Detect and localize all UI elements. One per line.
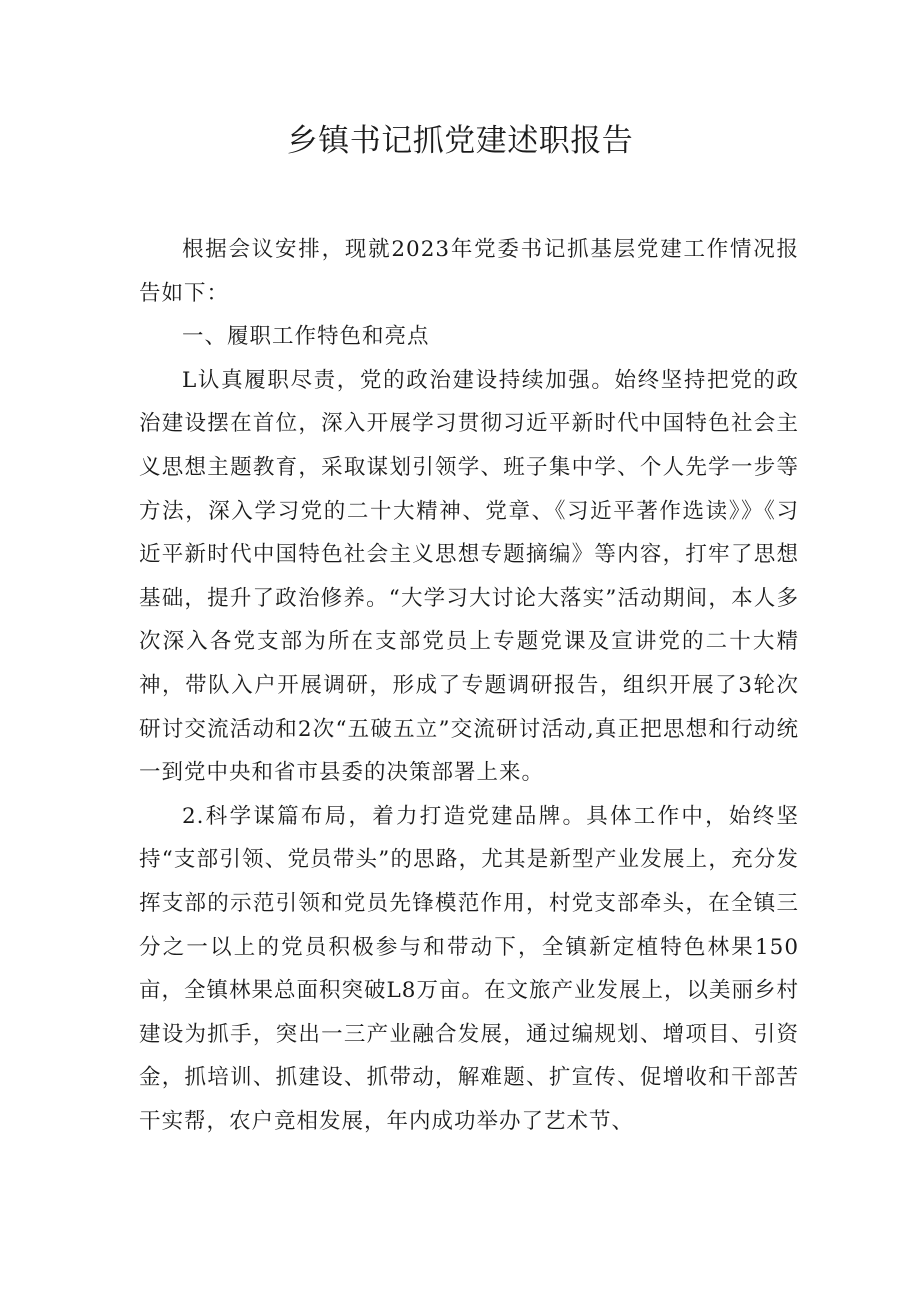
section-heading: 一、履职工作特色和亮点 xyxy=(182,324,430,350)
document-body xyxy=(139,228,799,1143)
document-title: 乡镇书记抓党建述职报告 xyxy=(286,123,634,159)
paragraph-item-2: 2.科学谋篇布局，着力打造党建品牌。具体工作中，始终坚持“支部引领、党员带头”的思路，尤其是新型产业发展上，充分发挥支部的示范引领和党员先锋模范作用，村党支部牵头，在全镇三分之一以上的党员积极参与和带动下，全镇新定植特色林果150亩，全镇林果总面积突破L8万亩。在文旅产业发展上，以美丽乡村建设为抓手，突出一三产业融合发展，通过编规划、增项目、引资金，抓培训、抓建设、抓带动，解难题、扩宣传、促增收和干部苦干实帮，农户竞相发展，年内成功举办了艺术节、 xyxy=(139,803,799,1134)
paragraph-intro: 根据会议安排，现就2023年党委书记抓基层党建工作情况报告如下： xyxy=(139,237,799,306)
paragraph-item-1: L认真履职尽责，党的政治建设持续加强。始终坚持把党的政治建设摆在首位，深入开展学习贯彻习近平新时代中国特色社会主义思想主题教育，采取谋划引领学、班子集中学、个人先学一步等方法，深入学习党的二十大精神、党章、《习近平著作选读》》《习近平新时代中国特色社会主义思想专题摘编》等内容，打牢了思想基础，提升了政治修养。“大学习大讨论大落实”活动期间，本人多次深入各党支部为所在支部党员上专题党课及宣讲党的二十大精神，带队入户开展调研，形成了专题调研报告，组织开展了3轮次研讨交流活动和2次“五破五立”交流研讨活动,真正把思想和行动统一到党中央和省市县委的决策部署上来。 xyxy=(139,367,799,786)
